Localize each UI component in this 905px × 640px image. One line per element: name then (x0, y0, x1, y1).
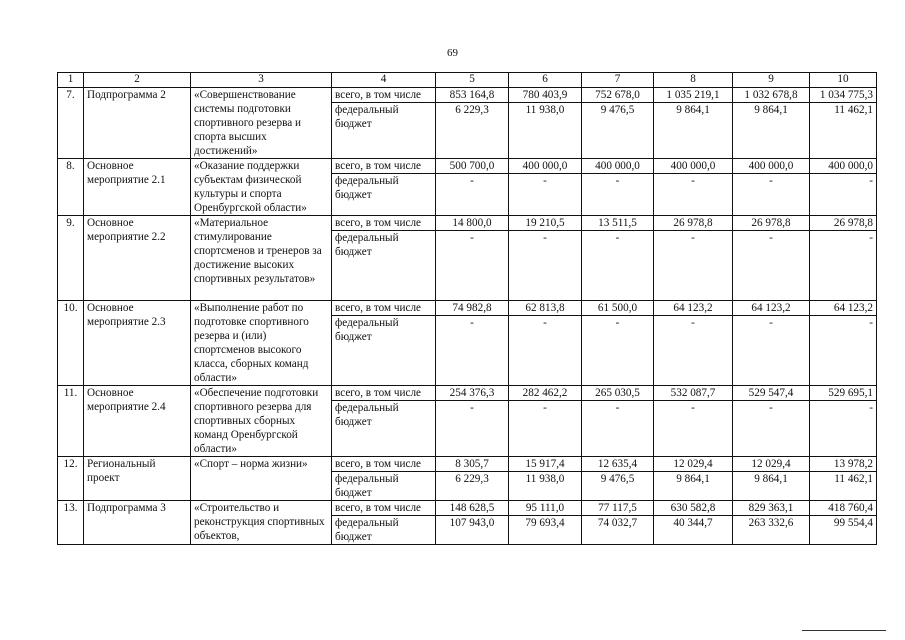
value-cell: - (733, 174, 810, 216)
value-cell: 74 032,7 (582, 516, 654, 545)
value-cell: 64 123,2 (810, 301, 877, 316)
row-number: 8. (58, 159, 84, 216)
col-header: 8 (654, 73, 733, 88)
value-cell: 9 864,1 (733, 103, 810, 159)
name-cell: «Материальное стимулирование спортсменов и тренеров за достижение высоких спортивных результатов» (191, 216, 332, 301)
row-number: 7. (58, 88, 84, 159)
value-cell: 400 000,0 (733, 159, 810, 174)
value-cell: - (733, 401, 810, 457)
value-cell: 400 000,0 (810, 159, 877, 174)
value-cell: 529 695,1 (810, 386, 877, 401)
value-cell: 64 123,2 (733, 301, 810, 316)
value-cell: 400 000,0 (582, 159, 654, 174)
name-cell: «Оказание поддержки субъектам физической культуры и спорта Оренбургской области» (191, 159, 332, 216)
value-cell: 418 760,4 (810, 501, 877, 516)
value-cell: 107 943,0 (436, 516, 509, 545)
table-row (58, 159, 877, 174)
value-cell: 752 678,0 (582, 88, 654, 103)
col-header: 1 (58, 73, 84, 88)
value-cell: 529 547,4 (733, 386, 810, 401)
value-cell: - (509, 316, 582, 386)
program-cell: Основное мероприятие 2.2 (84, 216, 191, 301)
value-cell: - (810, 316, 877, 386)
table-row (58, 88, 877, 103)
name-cell: «Совершенствование системы подготовки спортивного резерва и спорта высших достижений» (191, 88, 332, 159)
value-cell: 12 029,4 (733, 457, 810, 472)
value-cell: - (582, 231, 654, 301)
value-cell: 77 117,5 (582, 501, 654, 516)
value-cell: - (654, 174, 733, 216)
program-cell: Основное мероприятие 2.4 (84, 386, 191, 457)
table-row (58, 301, 877, 316)
funding-type-federal: федеральный бюджет (332, 316, 436, 386)
value-cell: 11 938,0 (509, 472, 582, 501)
value-cell: 630 582,8 (654, 501, 733, 516)
funding-type-federal: федеральный бюджет (332, 174, 436, 216)
value-cell: - (733, 316, 810, 386)
row-number: 11. (58, 386, 84, 457)
table-row (58, 216, 877, 231)
value-cell: 532 087,7 (654, 386, 733, 401)
value-cell: 1 032 678,8 (733, 88, 810, 103)
value-cell: 1 035 219,1 (654, 88, 733, 103)
value-cell: - (654, 231, 733, 301)
value-cell: 780 403,9 (509, 88, 582, 103)
value-cell: - (436, 316, 509, 386)
funding-type-federal: федеральный бюджет (332, 401, 436, 457)
value-cell: 15 917,4 (509, 457, 582, 472)
col-header: 5 (436, 73, 509, 88)
program-cell: Подпрограмма 2 (84, 88, 191, 159)
value-cell: - (509, 231, 582, 301)
value-cell: 400 000,0 (509, 159, 582, 174)
col-header: 6 (509, 73, 582, 88)
value-cell: 829 363,1 (733, 501, 810, 516)
table-row (58, 457, 877, 472)
value-cell: 282 462,2 (509, 386, 582, 401)
col-header: 9 (733, 73, 810, 88)
value-cell: 99 554,4 (810, 516, 877, 545)
col-header: 2 (84, 73, 191, 88)
value-cell: 11 938,0 (509, 103, 582, 159)
name-cell: «Обеспечение подготовки спортивного резерва для спортивных сборных команд Оренбургской области» (191, 386, 332, 457)
value-cell: 13 511,5 (582, 216, 654, 231)
value-cell: 853 164,8 (436, 88, 509, 103)
name-cell: «Выполнение работ по подготовке спортивного резерва и (или) спортсменов высокого класса, сборных команд области» (191, 301, 332, 386)
value-cell: 9 864,1 (654, 472, 733, 501)
budget-table (57, 72, 877, 545)
funding-type-total: всего, в том числе (332, 159, 436, 174)
value-cell: - (810, 174, 877, 216)
value-cell: 6 229,3 (436, 103, 509, 159)
value-cell: - (582, 174, 654, 216)
funding-type-total: всего, в том числе (332, 216, 436, 231)
value-cell: 74 982,8 (436, 301, 509, 316)
funding-type-total: всего, в том числе (332, 386, 436, 401)
value-cell: 14 800,0 (436, 216, 509, 231)
value-cell: 79 693,4 (509, 516, 582, 545)
value-cell: - (654, 401, 733, 457)
value-cell: 8 305,7 (436, 457, 509, 472)
col-header: 4 (332, 73, 436, 88)
value-cell: 263 332,6 (733, 516, 810, 545)
value-cell: - (810, 231, 877, 301)
value-cell: 26 978,8 (810, 216, 877, 231)
value-cell: 19 210,5 (509, 216, 582, 231)
value-cell: - (582, 401, 654, 457)
value-cell: - (733, 231, 810, 301)
funding-type-total: всего, в том числе (332, 457, 436, 472)
value-cell: 61 500,0 (582, 301, 654, 316)
value-cell: 9 864,1 (733, 472, 810, 501)
funding-type-federal: федеральный бюджет (332, 231, 436, 301)
program-cell: Региональный проект (84, 457, 191, 501)
value-cell: 500 700,0 (436, 159, 509, 174)
row-number: 9. (58, 216, 84, 301)
funding-type-federal: федеральный бюджет (332, 103, 436, 159)
value-cell: 13 978,2 (810, 457, 877, 472)
value-cell: 11 462,1 (810, 472, 877, 501)
value-cell: - (810, 401, 877, 457)
header-row (58, 73, 877, 88)
value-cell: 9 864,1 (654, 103, 733, 159)
value-cell: - (509, 174, 582, 216)
row-number: 10. (58, 301, 84, 386)
value-cell: 64 123,2 (654, 301, 733, 316)
row-number: 13. (58, 501, 84, 545)
funding-type-federal: федеральный бюджет (332, 472, 436, 501)
funding-type-total: всего, в том числе (332, 88, 436, 103)
table-row (58, 501, 877, 516)
value-cell: 9 476,5 (582, 472, 654, 501)
table-row (58, 386, 877, 401)
value-cell: - (436, 174, 509, 216)
value-cell: 9 476,5 (582, 103, 654, 159)
value-cell: 26 978,8 (654, 216, 733, 231)
name-cell: «Строительство и реконструкция спортивных объектов, (191, 501, 332, 545)
name-cell: «Спорт – норма жизни» (191, 457, 332, 501)
value-cell: - (436, 231, 509, 301)
value-cell: 148 628,5 (436, 501, 509, 516)
value-cell: 400 000,0 (654, 159, 733, 174)
funding-type-federal: федеральный бюджет (332, 516, 436, 545)
value-cell: 62 813,8 (509, 301, 582, 316)
value-cell: 26 978,8 (733, 216, 810, 231)
col-header: 3 (191, 73, 332, 88)
value-cell: - (582, 316, 654, 386)
value-cell: - (436, 401, 509, 457)
program-cell: Подпрограмма 3 (84, 501, 191, 545)
row-number: 12. (58, 457, 84, 501)
page-number: 69 (447, 47, 458, 59)
value-cell: 12 635,4 (582, 457, 654, 472)
value-cell: 265 030,5 (582, 386, 654, 401)
footer-rule (802, 630, 886, 631)
value-cell: 95 111,0 (509, 501, 582, 516)
value-cell: 11 462,1 (810, 103, 877, 159)
value-cell: 6 229,3 (436, 472, 509, 501)
value-cell: 12 029,4 (654, 457, 733, 472)
program-cell: Основное мероприятие 2.1 (84, 159, 191, 216)
value-cell: 40 344,7 (654, 516, 733, 545)
value-cell: - (509, 401, 582, 457)
funding-type-total: всего, в том числе (332, 301, 436, 316)
col-header: 10 (810, 73, 877, 88)
col-header: 7 (582, 73, 654, 88)
value-cell: - (654, 316, 733, 386)
value-cell: 1 034 775,3 (810, 88, 877, 103)
funding-type-total: всего, в том числе (332, 501, 436, 516)
program-cell: Основное мероприятие 2.3 (84, 301, 191, 386)
value-cell: 254 376,3 (436, 386, 509, 401)
